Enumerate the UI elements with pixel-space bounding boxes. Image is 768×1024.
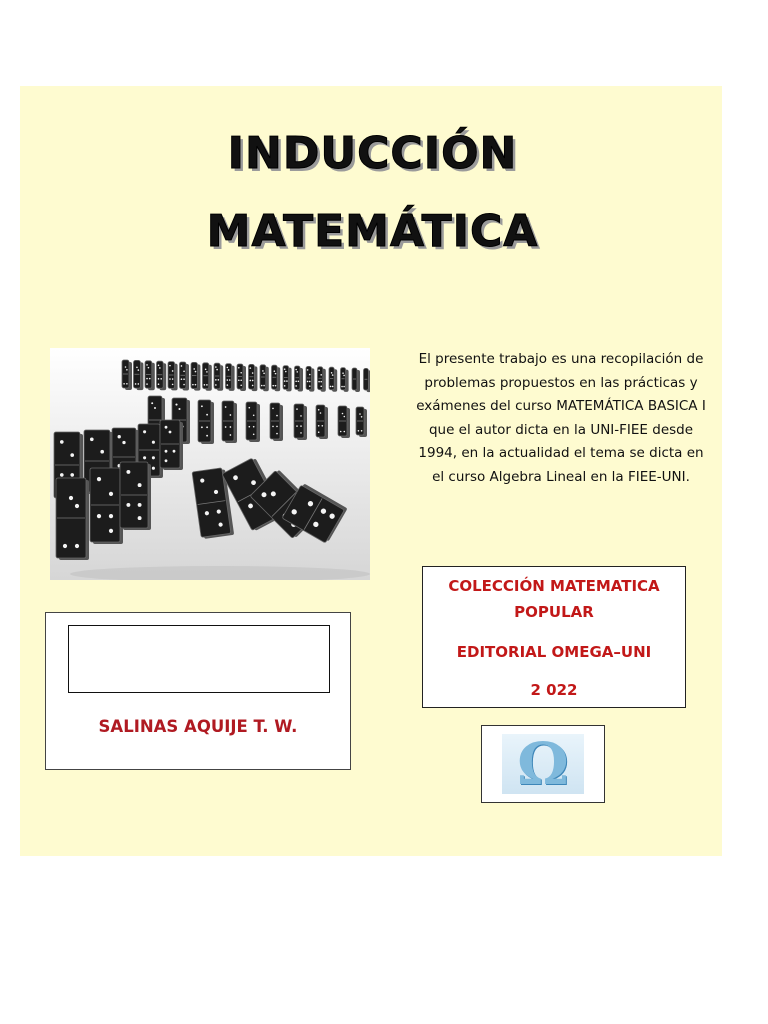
domino-piece (90, 468, 123, 544)
domino-piece (283, 366, 292, 392)
domino-piece (272, 365, 281, 391)
domino-piece (168, 362, 178, 391)
year-label: 2 022 (530, 681, 578, 699)
domino-piece (214, 363, 223, 391)
domino-piece (249, 364, 258, 391)
dominoes-illustration (50, 348, 370, 580)
domino-piece (338, 406, 350, 438)
domino-piece (341, 368, 349, 392)
domino-piece (198, 400, 214, 444)
domino-piece (356, 407, 367, 437)
domino-piece (122, 360, 132, 390)
title-line-2: MATEMÁTICA (206, 206, 539, 257)
domino-piece (157, 361, 167, 390)
publisher-label: EDITORIAL OMEGA–UNI (456, 643, 652, 661)
domino-piece (203, 363, 212, 391)
collection-box (422, 566, 686, 708)
blank-field (68, 625, 330, 693)
domino-piece (364, 368, 371, 392)
description-paragraph: El presente trabajo es una recopilación de problemas propuestos en las prácticas y exámenes del curso MATEMÁTICA BASICA I que el autor dicta en la UNI-FIEE desde 1994, en la actualidad el tema se dicta en el curso Algebra Lineal en la FIEE-UNI. (416, 351, 706, 485)
domino-piece (294, 404, 307, 440)
domino-piece (270, 403, 283, 441)
domino-piece (145, 361, 155, 390)
author-box (45, 612, 351, 770)
author-name: SALINAS AQUIJE T. W. (98, 717, 298, 736)
domino-piece (260, 365, 269, 391)
domino-piece (246, 402, 260, 442)
omega-logo-icon (502, 730, 584, 798)
domino-piece (318, 367, 326, 392)
domino-piece (134, 360, 144, 390)
domino-piece (295, 366, 304, 392)
domino-piece (222, 401, 237, 443)
domino-piece (237, 364, 246, 391)
domino-piece (226, 364, 235, 391)
domino-piece (191, 362, 200, 390)
domino-piece (329, 367, 337, 392)
logo-box (481, 725, 605, 803)
domino-piece (56, 478, 89, 560)
domino-piece (120, 462, 151, 530)
title-line-1: INDUCCIÓN (227, 128, 518, 179)
omega-glyph: Ω (517, 730, 569, 798)
domino-piece (306, 366, 314, 391)
dominoes-image (50, 348, 370, 580)
domino-piece (316, 405, 328, 439)
domino-piece (160, 420, 183, 470)
domino-piece (180, 362, 190, 391)
collection-title: COLECCIÓN MATEMATICA (448, 577, 660, 595)
collection-subtitle: POPULAR (514, 603, 594, 621)
domino-piece (352, 368, 360, 392)
